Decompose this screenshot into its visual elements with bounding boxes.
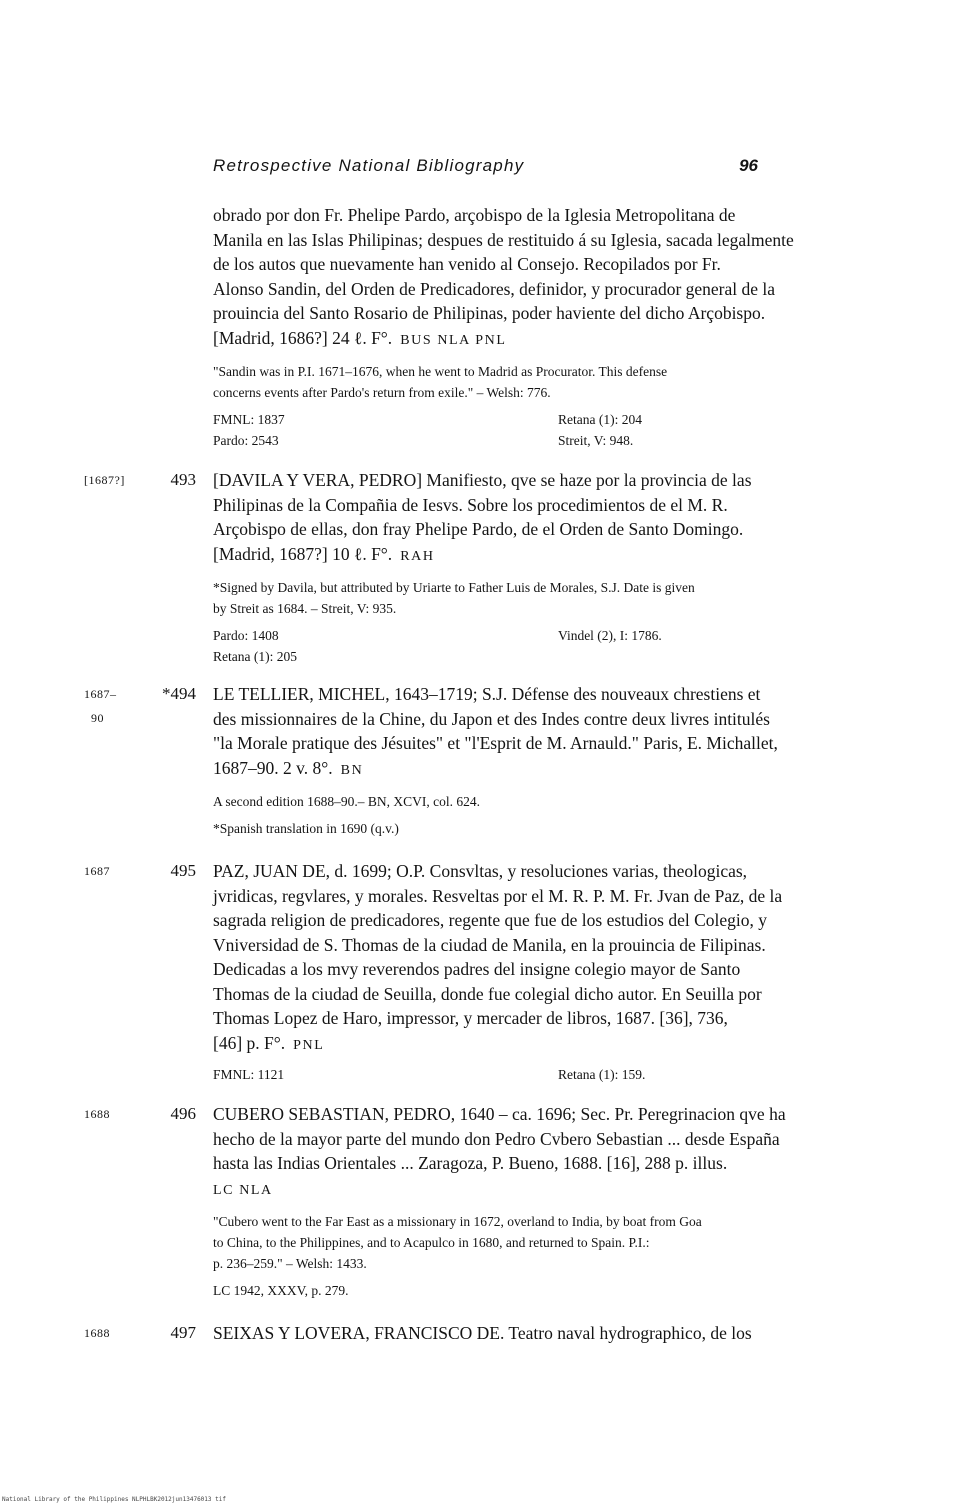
note-line: to China, to the Philippines, and to Acapulco in 1680, and returned to Spain. P.I.:	[213, 1235, 650, 1250]
entry-line: SEIXAS Y LOVERA, FRANCISCO DE. Teatro naval hydrographico, de los	[213, 1323, 752, 1343]
imprint-text: [Madrid, 1686?] 24 ℓ. F°.	[213, 327, 393, 348]
note-line: concerns events after Pardo's return from exile." – Welsh: 776.	[213, 385, 551, 400]
entry-date: 1688	[84, 1107, 110, 1121]
entry-number: 496	[170, 1104, 196, 1123]
reference-right: Vindel (2), I: 1786.	[558, 628, 662, 643]
entry-note	[213, 791, 898, 839]
reference-left: LC 1942, XXXV, p. 279.	[213, 1283, 349, 1298]
entry-line: hasta las Indias Orientales ... Zaragoza, P. Bueno, 1688. [16], 288 p. illus.	[213, 1153, 728, 1173]
imprint-text: [46] p. F°.	[213, 1032, 286, 1053]
entry-number: 495	[170, 861, 196, 880]
entry-line: Manila en las Islas Philipinas; despues de restituido á su Iglesia, sacada legalmente	[213, 229, 794, 250]
entry-line: PAZ, JUAN DE, d. 1699; O.P. Consvltas, y resoluciones varias, theologicas,	[213, 861, 748, 881]
entry-number: 493	[170, 470, 196, 489]
reference-list	[213, 409, 898, 451]
entry-number: *494	[162, 684, 196, 703]
entry-line: [DAVILA Y VERA, PEDRO] Manifiesto, qve se haze por la provincia de las	[213, 470, 752, 490]
reference-right: Retana (1): 159.	[558, 1067, 646, 1082]
location-codes: LC NLA	[213, 1182, 273, 1198]
entry-line: des missionnaires de la Chine, du Japon et des Indes contre deux livres intitulés	[213, 708, 770, 729]
reference-row	[213, 1064, 898, 1085]
entry-line: Thomas de la ciudad de Seuilla, donde fue colegial dicho autor. En Seuilla por	[213, 983, 762, 1004]
entry-line	[213, 326, 898, 354]
reference-left: FMNL: 1837	[213, 412, 285, 427]
imprint-text: [Madrid, 1687?] 10 ℓ. F°.	[213, 543, 393, 564]
scan-footer: National Library of the Philippines NLPHLBK2012jun13476013 tif	[2, 1496, 226, 1503]
entry-line: Thomas Lopez de Haro, impressor, y mercader de libros, 1687. [36], 736,	[213, 1008, 728, 1028]
reference-left: FMNL: 1121	[213, 1067, 285, 1082]
note-line: "Cubero went to the Far East as a missionary in 1672, overland to India, by boat from Goa	[213, 1214, 702, 1229]
entry-note	[213, 577, 898, 619]
reference-list	[213, 1064, 898, 1085]
note-line: by Streit as 1684. – Streit, V: 935.	[213, 601, 397, 616]
reference-row	[213, 1280, 898, 1301]
entry-body	[213, 859, 898, 1085]
reference-row	[213, 430, 898, 451]
entry-note	[213, 361, 898, 403]
reference-left: Retana (1): 205	[213, 649, 297, 664]
entry-line: LE TELLIER, MICHEL, 1643–1719; S.J. Défense des nouveaux chrestiens et	[213, 684, 761, 704]
reference-row	[213, 646, 898, 667]
entry-line: Alonso Sandin, del Orden de Predicadores, definidor, y procurador general de la	[213, 278, 776, 299]
location-codes: BUS NLA PNL	[400, 332, 507, 348]
entry-line: prouincia del Santo Rosario de Philipinas, poder haviente del dicho Arçobispo.	[213, 303, 766, 323]
entry-line	[213, 1176, 898, 1204]
running-title: Retrospective National Bibliography	[213, 156, 525, 175]
entry-line: sagrada religion de predicadores, regente que fue de los estudios del Colegio, y	[213, 910, 767, 930]
reference-right: Retana (1): 204	[558, 412, 642, 427]
entry-body	[213, 1102, 898, 1301]
location-codes: RAH	[400, 548, 435, 564]
entry-line: "la Morale pratique des Jésuites" et "l'Esprit de M. Arnauld." Paris, E. Michallet,	[213, 733, 778, 753]
note-line: *Signed by Davila, but attributed by Uriarte to Father Luis de Morales, S.J. Date is given	[213, 580, 695, 595]
note-line: p. 236–259." – Welsh: 1433.	[213, 1256, 367, 1271]
reference-list	[213, 1280, 898, 1301]
entry-body	[213, 468, 898, 667]
entry-line: obrado por don Fr. Phelipe Pardo, arçobispo de la Iglesia Metropolitana de	[213, 205, 736, 225]
entry-line: Dedicadas a los mvy reverendos padres del insigne colegio mayor de Santo	[213, 959, 741, 979]
entry-date: 1687	[84, 864, 110, 878]
reference-row	[213, 409, 898, 430]
entry-line: de los autos que nuevamente han venido al Consejo. Recopilados por Fr.	[213, 254, 721, 274]
reference-left: Pardo: 2543	[213, 433, 279, 448]
entry-line: Arçobispo de ellas, don fray Phelipe Pardo, de el Orden de Santo Domingo.	[213, 519, 744, 539]
note-line: A second edition 1688–90.– BN, XCVI, col. 624.	[213, 794, 480, 809]
entry-body	[213, 203, 898, 451]
page-header	[213, 156, 758, 182]
entry-number: 497	[170, 1323, 196, 1342]
entry-body	[213, 682, 898, 839]
entry-date: [1687?]	[84, 473, 125, 487]
entry-body	[213, 1321, 898, 1346]
reference-row	[213, 625, 898, 646]
entry-line: hecho de la mayor parte del mundo don Pedro Cvbero Sebastian ... desde España	[213, 1128, 780, 1149]
entry-note	[213, 1211, 898, 1274]
entry-line	[213, 756, 898, 784]
entry-line	[213, 1031, 898, 1059]
entry-line: Vniversidad de S. Thomas de la ciudad de Manila, en la prouincia de Filipinas.	[213, 934, 766, 955]
page-number: 96	[739, 156, 758, 175]
entry-line: Philipinas de la Compañia de Iesvs. Sobre los procedimientos de el M. R.	[213, 494, 728, 515]
reference-left: Pardo: 1408	[213, 628, 279, 643]
entry-date: 1688	[84, 1326, 110, 1340]
note-line: "Sandin was in P.I. 1671–1676, when he went to Madrid as Procurator. This defense	[213, 364, 668, 379]
entry-line: CUBERO SEBASTIAN, PEDRO, 1640 – ca. 1696; Sec. Pr. Peregrinacion qve ha	[213, 1104, 786, 1124]
reference-right: Streit, V: 948.	[558, 433, 634, 448]
location-codes: PNL	[293, 1037, 325, 1053]
reference-list	[213, 625, 898, 667]
note-line: *Spanish translation in 1690 (q.v.)	[213, 821, 399, 836]
entry-line: jvridicas, regvlares, y morales. Resveltas por el M. R. P. M. Fr. Jvan de Paz, de la	[213, 885, 783, 906]
imprint-text: 1687–90. 2 v. 8°.	[213, 757, 333, 778]
entry-line	[213, 542, 898, 570]
entry-date: 1687– 90	[84, 687, 117, 725]
location-codes: BN	[340, 762, 364, 778]
